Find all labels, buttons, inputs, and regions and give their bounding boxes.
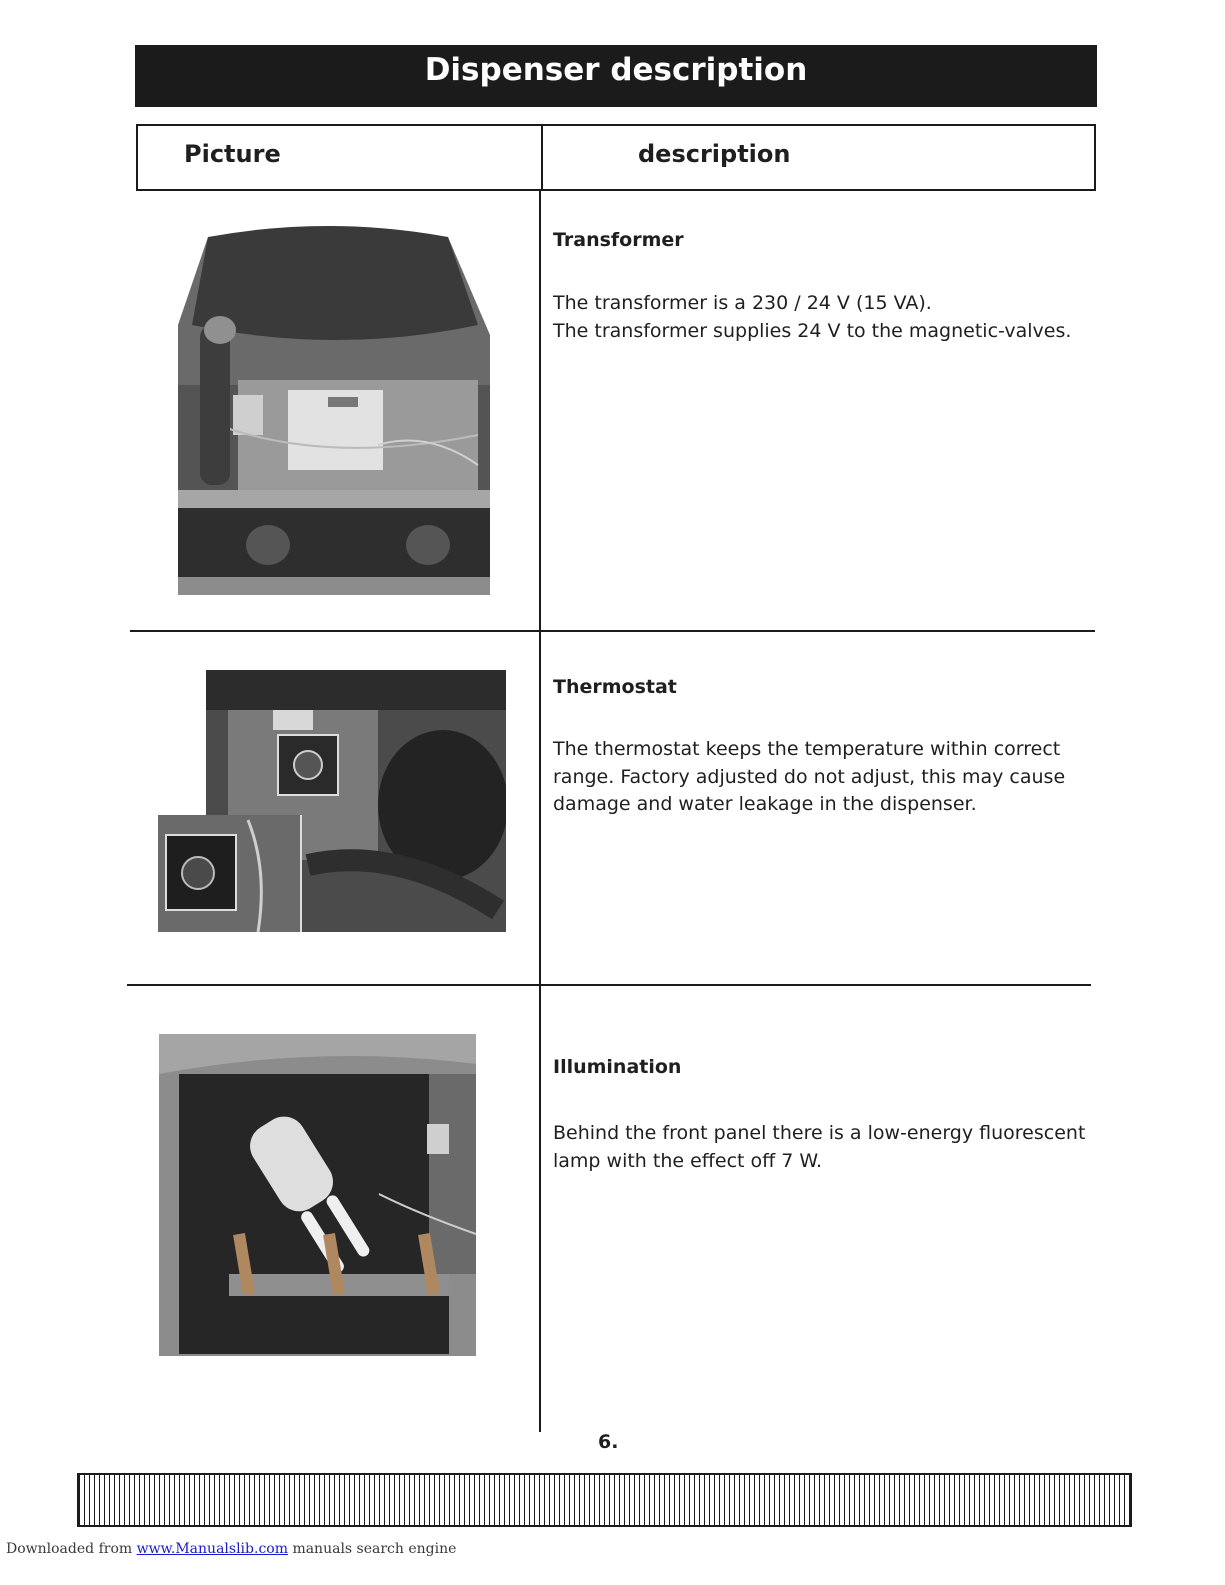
- section-line: Behind the front panel there is a low-energy fluorescent: [553, 1122, 1086, 1144]
- section-line: lamp with the effect off 7 W.: [553, 1149, 823, 1172]
- row-divider-2: [127, 984, 1091, 986]
- section-title-thermostat: Thermostat: [553, 676, 677, 698]
- section-line: The transformer is a 230 / 24 V (15 VA).: [553, 292, 932, 314]
- column-divider: [539, 191, 541, 1432]
- section-line: The transformer supplies 24 V to the magnetic-valves.: [553, 319, 1072, 342]
- section-line: The thermostat keeps the temperature within correct: [553, 738, 1061, 760]
- section-line: damage and water leakage in the dispenser.: [553, 793, 977, 815]
- table-header: [136, 124, 1096, 191]
- header-divider: [541, 126, 543, 189]
- footer-suffix: manuals search engine: [292, 1541, 457, 1557]
- barcode-strip: [77, 1473, 1132, 1527]
- footer-prefix: Downloaded from: [6, 1541, 133, 1557]
- footer-link[interactable]: www.Manualslib.com: [136, 1541, 288, 1557]
- header-picture-label: Picture: [184, 140, 281, 168]
- row-divider-1: [130, 630, 1095, 632]
- section-title-illumination: Illumination: [553, 1056, 682, 1078]
- page-number: 6.: [598, 1431, 619, 1453]
- thermostat-photo: [158, 670, 506, 932]
- section-text-thermostat: [553, 736, 1093, 819]
- illumination-photo: [159, 1034, 476, 1356]
- section-text-illumination: [553, 1120, 1093, 1175]
- section-text-transformer: [553, 290, 1093, 345]
- transformer-photo: [178, 205, 490, 595]
- section-title-transformer: Transformer: [553, 229, 684, 251]
- section-line: range. Factory adjusted do not adjust, this may cause: [553, 765, 1066, 788]
- page-title: Dispenser description: [135, 45, 1097, 107]
- header-description-label: description: [638, 140, 791, 168]
- footer: [6, 1541, 456, 1557]
